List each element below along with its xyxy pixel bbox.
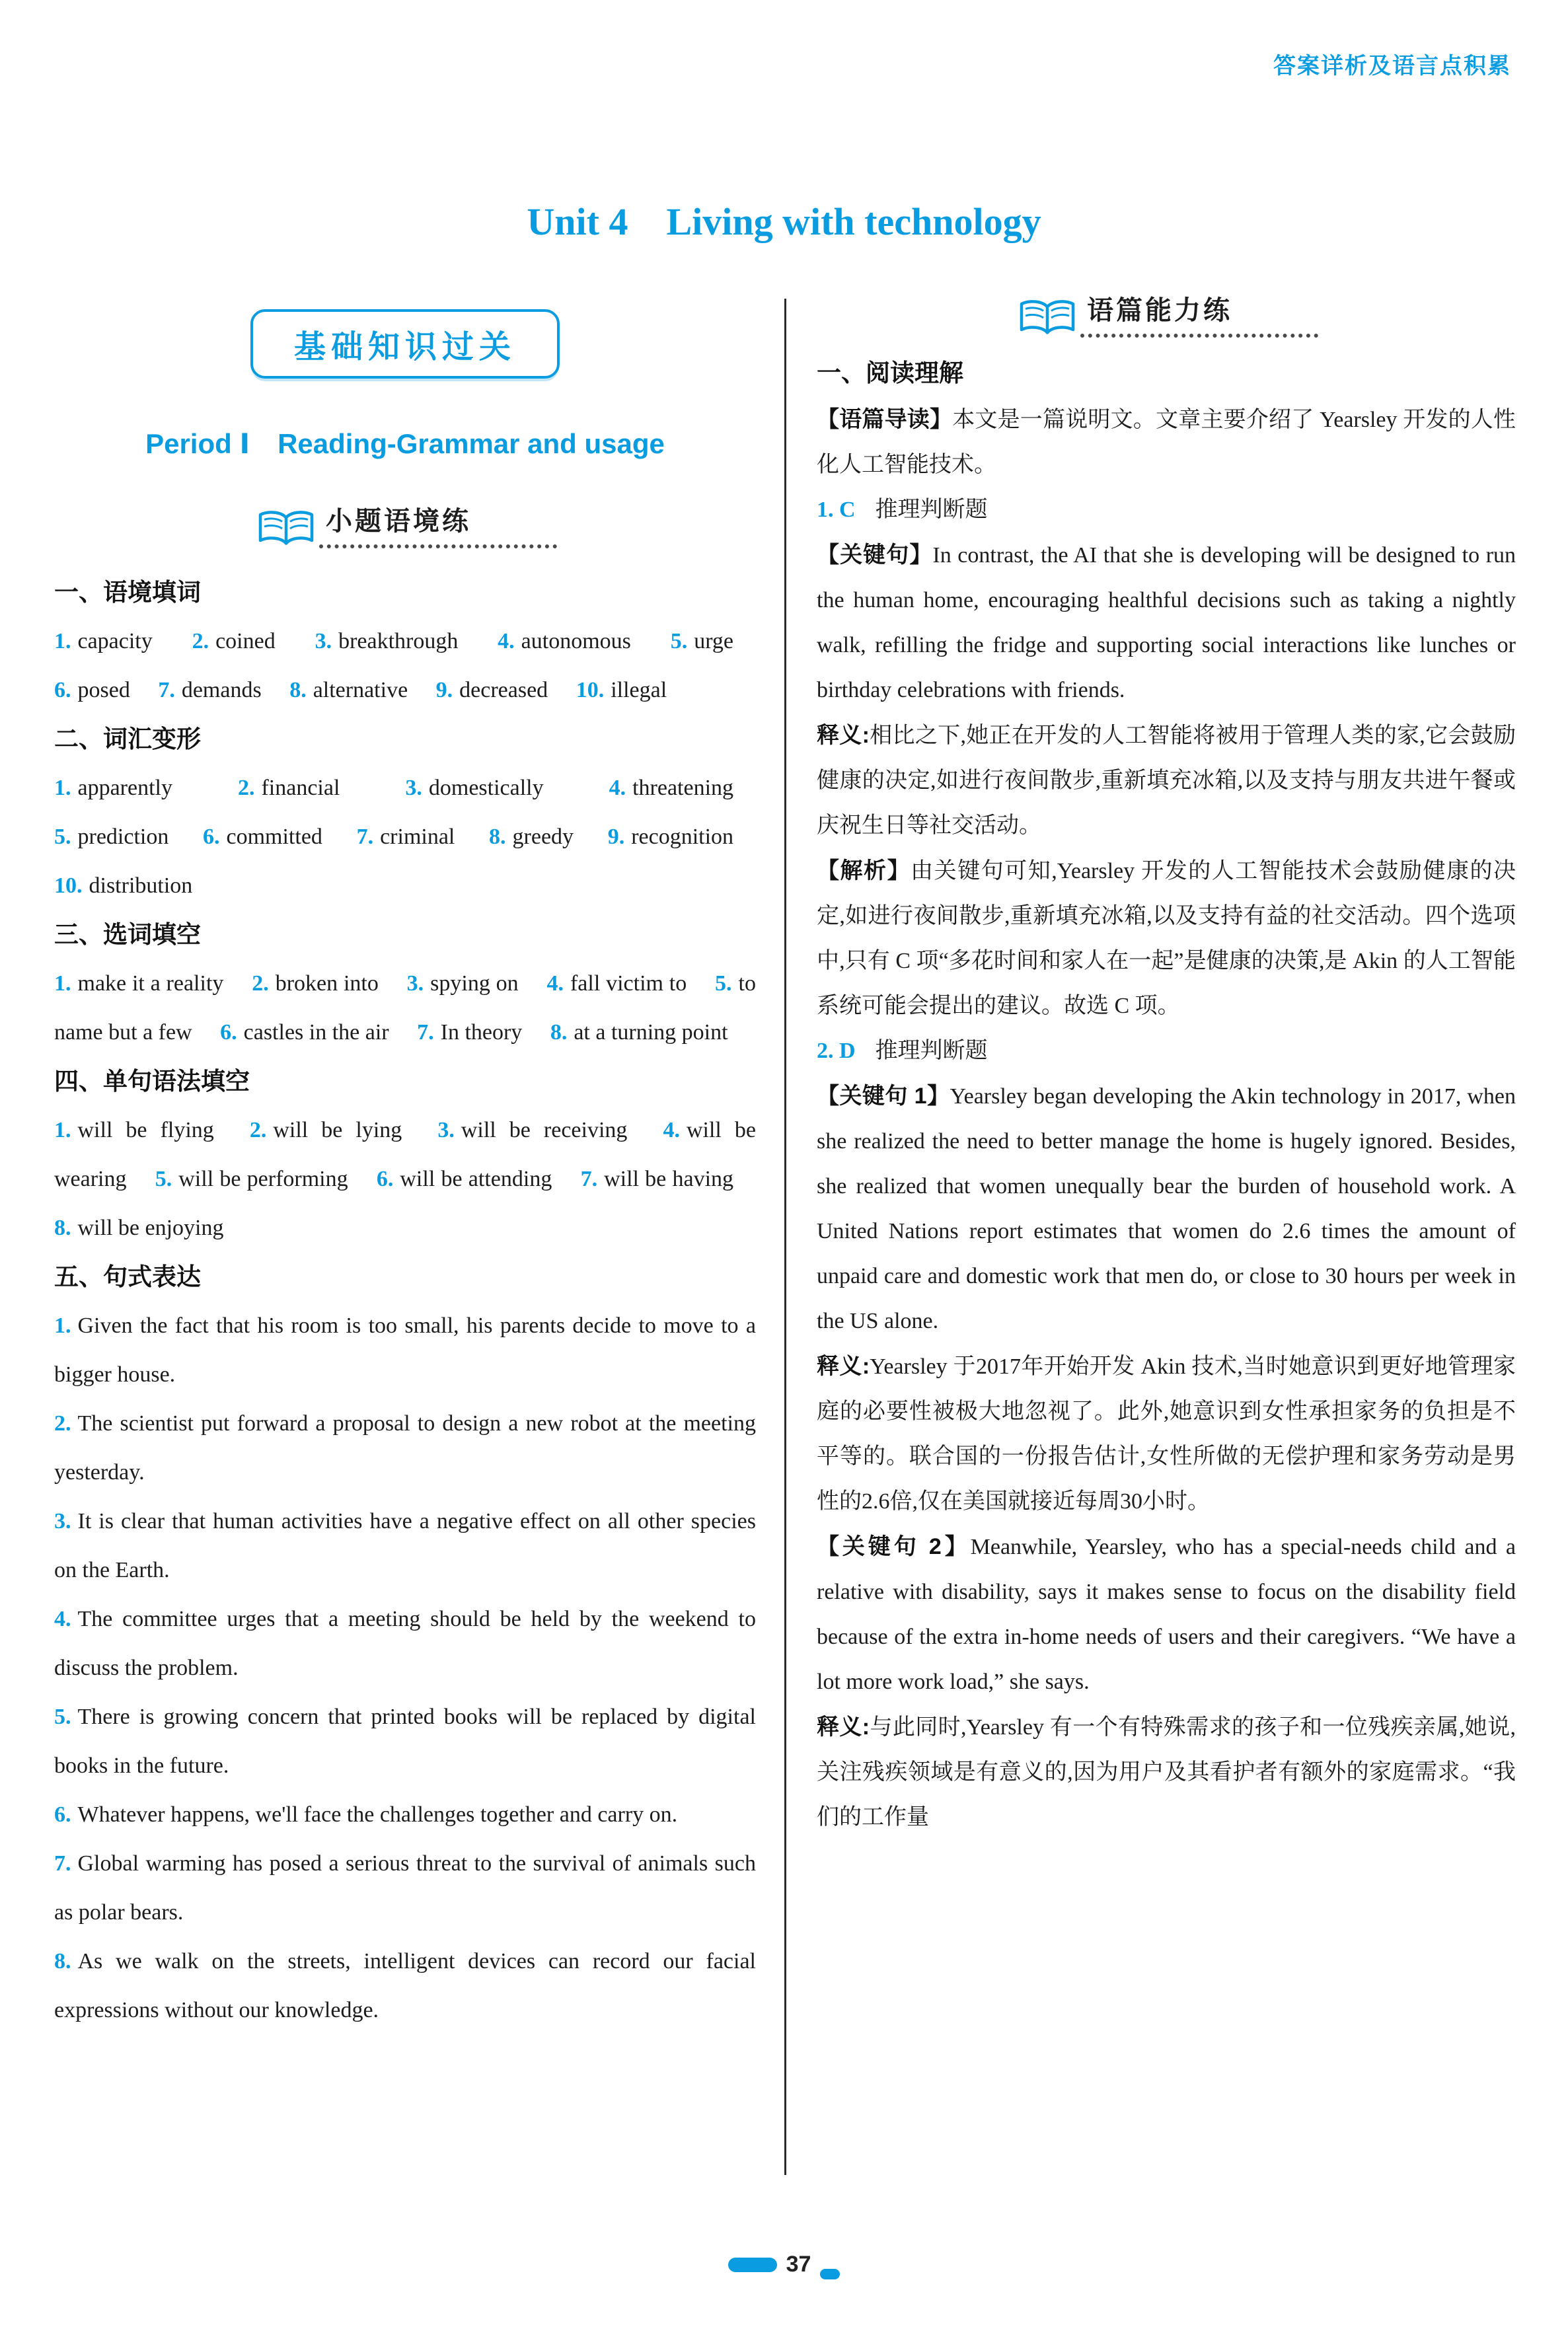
answer-number: 3. <box>405 776 422 800</box>
labeled-paragraph: 【语篇导读】本文是一篇说明文。文章主要介绍了 Yearsley 开发的人性化人工智能技术。 <box>817 407 1516 477</box>
footer-decoration-left <box>728 2258 777 2272</box>
answer-number: 9. <box>607 825 625 849</box>
answer-item: 4. autonomous <box>498 629 631 653</box>
question-type-tag: 推理判断题 <box>875 1039 988 1063</box>
answer-number: 3. <box>437 1118 455 1142</box>
labeled-paragraph: 【关键句】In contrast, the AI that she is developing will be designed to run the human home, encouraging healthful decisions such as taking a nightly walk, refilling the fridge and supporting social interactions like lunches or birthday celebrations with friends. <box>817 542 1516 702</box>
answer-number: 6. <box>220 1020 237 1045</box>
banner-label: 小题语境练 <box>319 500 557 548</box>
answer-number: 3. <box>406 971 424 996</box>
header-label: 答案详析及语言点积累 <box>1273 54 1511 79</box>
answer-number: 2. D <box>817 1039 856 1063</box>
answer-number: 4. <box>546 971 564 996</box>
answer-number: 4. <box>54 1607 71 1631</box>
sentence: 7. Global warming has posed a serious threat to the survival of animals such as polar bears. <box>54 1851 756 1925</box>
knowledge-box <box>250 309 560 379</box>
answer-number: 2. <box>252 971 269 996</box>
sentence: 8. As we walk on the streets, intelligent devices can record our facial expressions without our knowledge. <box>54 1949 756 2022</box>
labeled-paragraph: 【解析】由关键句可知,Yearsley 开发的人工智能技术会鼓励健康的决定,如进行夜间散步,重新填充冰箱,以及支持有益的社交活动。四个选项中,只有 C 项“多花时间和家人在一起”是健康的决策,是 Akin 的人工智能系统可能会提出的建议。故选 C 项。 <box>817 858 1516 1018</box>
answer-item: 5. will be performing <box>155 1167 348 1191</box>
answer-number: 1. <box>54 629 71 653</box>
answer-item: 8. greedy <box>489 825 574 849</box>
answer-item: 4. will be wearing <box>54 1118 756 1191</box>
open-book-icon <box>1014 298 1080 338</box>
sentence: 1. Given the fact that his room is too small, his parents decide to move to a bigger house. <box>54 1313 756 1387</box>
section-heading: 二、词汇变形 <box>54 725 201 753</box>
answer-item: 10. distribution <box>54 873 193 898</box>
answer-item: 2. coined <box>192 629 276 653</box>
answer-number: 4. <box>663 1118 680 1142</box>
answer-items <box>54 617 756 715</box>
answer-number: 8. <box>489 825 506 849</box>
left-column <box>54 309 756 2035</box>
answer-number: 3. <box>54 1509 71 1533</box>
sentence: 6. Whatever happens, we'll face the challenges together and carry on. <box>54 1802 678 1827</box>
section-heading: 一、阅读理解 <box>817 359 963 387</box>
answer-item: 1. apparently <box>54 776 172 800</box>
answer-number: 1. C <box>817 498 856 522</box>
answer-item: 9. decreased <box>435 678 548 702</box>
answer-item: 6. will be attending <box>376 1167 552 1191</box>
period-title: Period Ⅰ Reading-Grammar and usage <box>145 428 665 459</box>
paragraph-label: 【关键句 2】 <box>817 1534 971 1559</box>
answer-number: 4. <box>609 776 626 800</box>
column-divider <box>784 299 786 2175</box>
answer-number: 8. <box>550 1020 568 1045</box>
paragraph-label: 释义: <box>817 1715 870 1740</box>
paragraph-label: 【关键句 1】 <box>817 1084 950 1109</box>
answer-item: 5. prediction <box>54 825 169 849</box>
paragraph-label: 【解析】 <box>817 858 911 883</box>
right-blocks <box>817 350 1516 1840</box>
sentence: 5. There is growing concern that printed books will be replaced by digital books in the future. <box>54 1705 756 1778</box>
answer-item: 5. to name but a few <box>54 971 756 1045</box>
answer-number: 1. <box>54 1118 71 1142</box>
answer-number: 5. <box>54 1705 71 1729</box>
banner-label: 语篇能力练 <box>1080 289 1318 338</box>
labeled-paragraph: 释义:相比之下,她正在开发的人工智能将被用于管理人类的家,它会鼓励健康的决定,如进行夜间散步,重新填充冰箱,以及支持与朋友共进午餐或庆祝生日等社交活动。 <box>817 723 1516 838</box>
answer-number: 6. <box>203 825 220 849</box>
answer-number: 4. <box>498 629 515 653</box>
answer-number: 5. <box>54 825 71 849</box>
answer-number: 8. <box>54 1216 71 1240</box>
answer-item: 5. urge <box>670 629 734 653</box>
paragraph-label: 释义: <box>817 723 870 748</box>
sentence: 3. It is clear that human activities have a negative effect on all other species on the Earth. <box>54 1509 756 1582</box>
paragraph-label: 【关键句】 <box>817 542 933 568</box>
answer-item: 4. fall victim to <box>546 971 687 996</box>
question-type-tag: 推理判断题 <box>875 498 988 522</box>
answer-number: 7. <box>54 1851 71 1876</box>
answer-number: 5. <box>670 629 688 653</box>
answer-number: 6. <box>376 1167 394 1191</box>
sentence: 4. The committee urges that a meeting should be held by the weekend to discuss the problem. <box>54 1607 756 1680</box>
answer-number: 2. <box>54 1411 71 1436</box>
answer-number: 1. <box>54 1313 71 1338</box>
section-heading: 一、语境填词 <box>54 579 201 606</box>
left-sections <box>54 568 756 2035</box>
section-heading: 三、选词填空 <box>54 921 201 948</box>
section-heading: 五、句式表达 <box>54 1263 201 1290</box>
answer-number: 2. <box>237 776 255 800</box>
answer-number: 7. <box>158 678 175 702</box>
answer-item: 7. demands <box>158 678 262 702</box>
answer-line <box>817 1029 1516 1074</box>
answer-number: 10. <box>576 678 605 702</box>
answer-item: 10. illegal <box>576 678 667 702</box>
answer-number: 9. <box>435 678 453 702</box>
answer-item: 6. castles in the air <box>220 1020 389 1045</box>
answer-item: 8. alternative <box>289 678 408 702</box>
answer-number: 3. <box>315 629 332 653</box>
answer-number: 7. <box>356 825 374 849</box>
answer-number: 8. <box>289 678 307 702</box>
answer-items <box>54 764 756 910</box>
answer-item: 3. domestically <box>405 776 544 800</box>
answer-number: 5. <box>715 971 732 996</box>
answer-item: 8. at a turning point <box>550 1020 728 1045</box>
knowledge-box-title: 基础知识过关 <box>293 330 516 365</box>
left-banner <box>54 500 756 548</box>
page-footer <box>0 2252 1568 2277</box>
footer-decoration-right <box>820 2269 840 2279</box>
answer-item: 6. posed <box>54 678 130 702</box>
answer-item: 7. will be having <box>580 1167 734 1191</box>
answer-number: 10. <box>54 873 83 898</box>
answer-number: 6. <box>54 1802 71 1827</box>
answer-item: 3. spying on <box>406 971 519 996</box>
answer-number: 2. <box>249 1118 267 1142</box>
page-number: 37 <box>786 2252 811 2277</box>
answer-item: 9. recognition <box>607 825 734 849</box>
answer-item: 4. threatening <box>609 776 734 800</box>
answer-number: 1. <box>54 776 71 800</box>
right-column <box>817 289 1516 1840</box>
labeled-paragraph: 释义:Yearsley 于2017年开始开发 Akin 技术,当时她意识到更好地管理家庭的必要性被极大地忽视了。此外,她意识到女性承担家务的负担是不平等的。联合国的一份报告估计,女性所做的无偿护理和家务劳动是男性的2.6倍,仅在美国就接近每周30小时。 <box>817 1354 1516 1514</box>
answer-item: 2. will be lying <box>249 1118 402 1142</box>
answer-line <box>817 488 1516 533</box>
paragraph-label: 【语篇导读】 <box>817 407 953 432</box>
answer-number: 2. <box>192 629 209 653</box>
answer-item: 2. broken into <box>252 971 379 996</box>
answer-number: 8. <box>54 1949 71 1974</box>
answer-number: 7. <box>580 1167 598 1191</box>
labeled-paragraph: 【关键句 1】Yearsley began developing the Akin technology in 2017, when she realized the need to better manage the home is hugely ignored. Besides, she realized that women unequally bear the burden of household work. A United Nations report estimates that women do 2.6 times the amount of unpaid care and domestic work that men do, or close to 30 hours per week in the US alone. <box>817 1084 1516 1333</box>
answer-item: 3. will be receiving <box>437 1118 628 1142</box>
right-banner <box>817 289 1516 338</box>
section-heading: 四、单句语法填空 <box>54 1068 250 1095</box>
answer-number: 7. <box>417 1020 434 1045</box>
answer-items <box>54 1106 756 1253</box>
answer-items <box>54 959 756 1057</box>
labeled-paragraph: 释义:与此同时,Yearsley 有一个有特殊需求的孩子和一位残疾亲属,她说,关注残疾领域是有意义的,因为用户及其看护者有额外的家庭需求。“我们的工作量 <box>817 1715 1516 1829</box>
answer-number: 1. <box>54 971 71 996</box>
answer-item: 6. committed <box>203 825 322 849</box>
answer-item: 1. make it a reality <box>54 971 224 996</box>
answer-item: 1. capacity <box>54 629 153 653</box>
labeled-paragraph: 【关键句 2】Meanwhile, Yearsley, who has a special-needs child and a relative with disability, says it makes sense to focus on the disability field because of the extra in-home needs of users and their caregivers. “We have a lot more work load,” she says. <box>817 1534 1516 1694</box>
answer-item: 3. breakthrough <box>315 629 459 653</box>
answer-item: 8. will be enjoying <box>54 1216 224 1240</box>
answer-item: 7. criminal <box>356 825 455 849</box>
answer-number: 6. <box>54 678 71 702</box>
sentence: 2. The scientist put forward a proposal to design a new robot at the meeting yesterday. <box>54 1411 756 1485</box>
page-title: Unit 4 Living with technology <box>527 200 1041 243</box>
answer-item: 2. financial <box>237 776 340 800</box>
answer-item: 1. will be flying <box>54 1118 214 1142</box>
answer-number: 5. <box>155 1167 172 1191</box>
paragraph-label: 释义: <box>817 1354 870 1379</box>
answer-item: 7. In theory <box>417 1020 523 1045</box>
open-book-icon <box>253 509 319 548</box>
